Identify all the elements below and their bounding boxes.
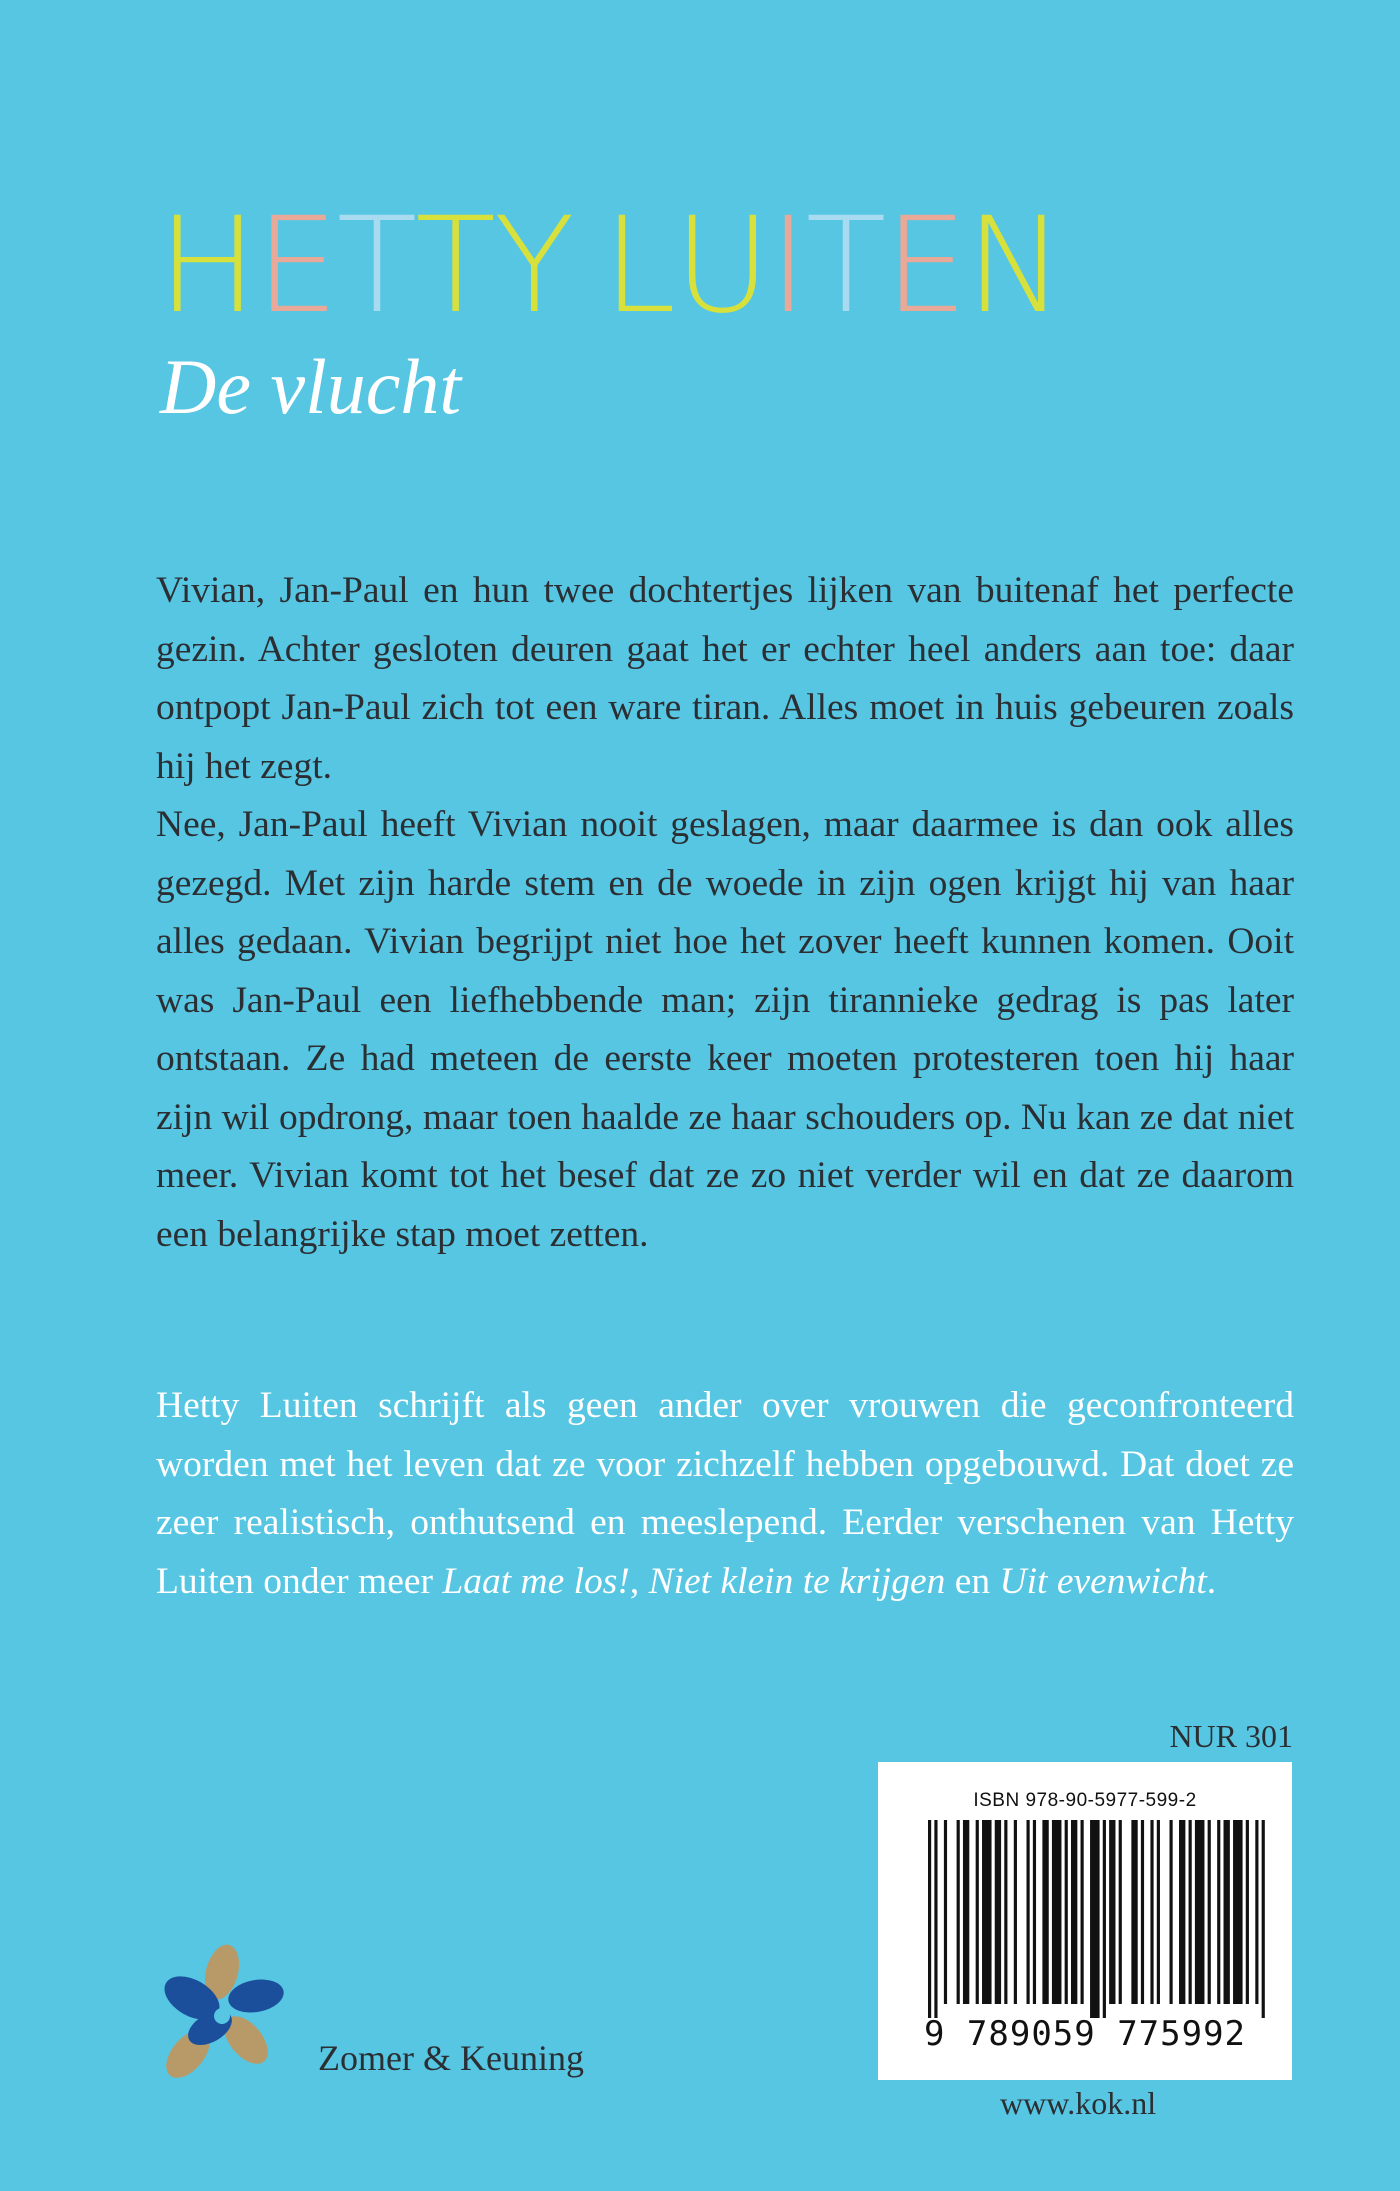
publisher-name: Zomer & Keuning bbox=[318, 2038, 584, 2078]
barcode-bar bbox=[1042, 1820, 1048, 2004]
barcode-bar bbox=[1233, 1820, 1243, 2004]
bio-separator: , bbox=[629, 1560, 649, 1602]
barcode-bar bbox=[1033, 1820, 1036, 2004]
barcode-bar bbox=[944, 1820, 947, 2004]
barcode-icon bbox=[928, 1820, 1268, 2018]
author-letter bbox=[573, 200, 603, 332]
blurb-text bbox=[156, 562, 1294, 1264]
isbn-label: ISBN 978-90-5977-599-2 bbox=[973, 1790, 1197, 1811]
barcode-bar bbox=[976, 1820, 979, 2004]
barcode-bar bbox=[957, 1820, 960, 2004]
author-letter: Y bbox=[493, 189, 573, 343]
barcode-bar bbox=[982, 1820, 992, 2004]
blurb-paragraph-2: Nee, Jan-Paul heeft Vivian nooit geslagen, maar daarmee is dan ook alles gezegd. Met zijn harde stem en de woede in zijn ogen krijgt hij van haar alles gedaan. Vivian begrijpt niet hoe het zover heeft kunnen komen. Ooit was Jan-Paul een liefhebbende man; zijn tirannieke gedrag is pas later ontstaan. Ze had meteen de eerste keer moeten protesteren toen hij haar zijn wil opdrong, maar toen haalde ze haar schouders op. Nu kan ze dat niet meer. Vivian komt tot het besef dat ze zo niet verder wil en dat ze daarom een belangrijke stap moet zetten. bbox=[156, 804, 1294, 1255]
barcode-bar bbox=[1090, 1820, 1100, 2018]
blurb-paragraph-1: Vivian, Jan-Paul en hun twee dochtertjes lijken van buitenaf het perfecte gezin. Achter gesloten deuren gaat het er echter heel anders aan toe: daar ontpopt Jan-Paul zich tot een ware tiran. Alles moet in huis gebeuren zoals hij het zegt. bbox=[156, 570, 1294, 787]
publisher-flower-logo-icon bbox=[148, 1942, 296, 2090]
barcode-bar bbox=[1224, 1820, 1230, 2004]
author-letter: T bbox=[336, 189, 416, 343]
barcode-panel bbox=[878, 1762, 1292, 2080]
barcode-bar bbox=[1071, 1820, 1077, 2004]
barcode-bar bbox=[1014, 1820, 1017, 2004]
barcode-digits: 9 789059 775992 bbox=[923, 2014, 1247, 2054]
author-letter: T bbox=[805, 189, 885, 343]
book-reference-1: Laat me los! bbox=[442, 1560, 630, 1602]
bio-text: Hetty Luiten schrijft als geen ander over vrouwen die geconfronteerd worden met het leven dat ze voor zichzelf hebben opgebouwd. Dat doet ze zeer realistisch, onthutsend en meeslepend. Eerder verschenen van Hetty Luiten onder meer bbox=[156, 1385, 1294, 1602]
barcode-bar bbox=[1004, 1820, 1007, 2004]
barcode-bar bbox=[1217, 1820, 1220, 2004]
author-letter: E bbox=[255, 189, 337, 343]
author-bio bbox=[156, 1377, 1294, 1611]
barcode-bar bbox=[1262, 1820, 1265, 2018]
barcode-bar bbox=[1131, 1820, 1137, 2004]
book-reference-2: Niet klein te krijgen bbox=[648, 1560, 946, 1602]
barcode-bar bbox=[1103, 1820, 1106, 2018]
author-letter: L bbox=[602, 189, 675, 343]
book-reference-3: Uit evenwicht bbox=[999, 1560, 1207, 1602]
barcode-bar bbox=[1255, 1820, 1258, 2004]
author-letter: N bbox=[965, 189, 1063, 343]
author-letter: H bbox=[158, 189, 256, 343]
author-letter: U bbox=[674, 189, 769, 343]
barcode-bar bbox=[1141, 1820, 1144, 2004]
author-letter: E bbox=[884, 189, 966, 343]
publisher-website: www.kok.nl bbox=[1000, 2085, 1157, 2121]
nur-code: NUR 301 bbox=[1169, 1718, 1293, 1754]
barcode-bar bbox=[1065, 1820, 1068, 2004]
barcode-bar bbox=[1208, 1820, 1211, 2004]
author-name bbox=[158, 189, 1063, 343]
barcode-bar bbox=[1179, 1820, 1185, 2004]
barcode-bar bbox=[1150, 1820, 1153, 2004]
barcode-bar bbox=[928, 1820, 931, 2018]
barcode-bar bbox=[1246, 1820, 1249, 2004]
author-letter: T bbox=[415, 189, 494, 343]
barcode-bar bbox=[963, 1820, 969, 2004]
barcode-bar bbox=[1109, 1820, 1115, 2004]
barcode-bar bbox=[1027, 1820, 1030, 2004]
barcode-bar bbox=[995, 1820, 1001, 2004]
barcode-bar bbox=[1157, 1820, 1160, 2004]
barcode-bar bbox=[934, 1820, 937, 2018]
barcode-bar bbox=[1081, 1820, 1084, 2004]
barcode-bar bbox=[1119, 1820, 1122, 2004]
barcode-bar bbox=[1052, 1820, 1062, 2004]
barcode-bar bbox=[1189, 1820, 1192, 2004]
book-title: De vlucht bbox=[160, 343, 462, 430]
barcode-bar bbox=[1195, 1820, 1205, 2004]
author-letter: I bbox=[768, 189, 806, 343]
barcode-bar bbox=[1169, 1820, 1172, 2004]
bio-separator: en bbox=[945, 1560, 1000, 1602]
bio-end: . bbox=[1206, 1560, 1217, 1602]
